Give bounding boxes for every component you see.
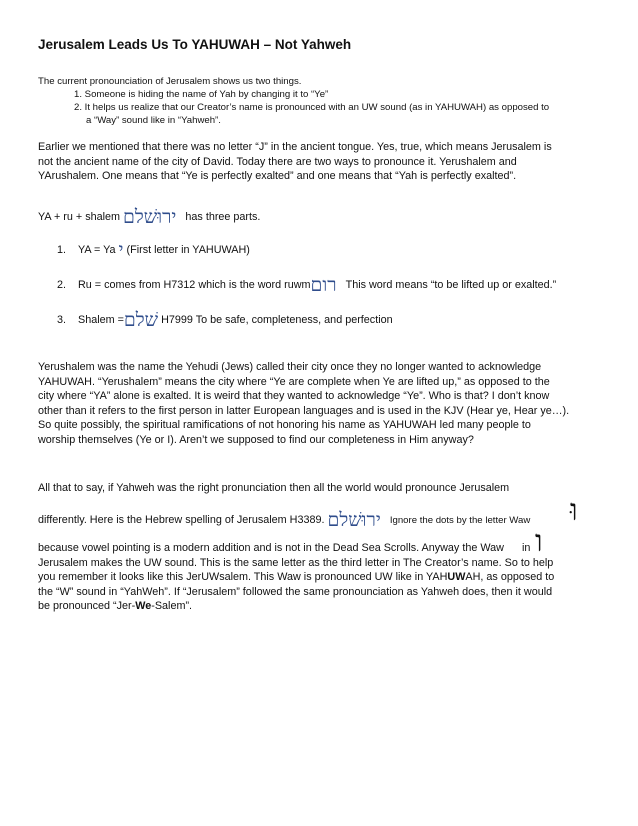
para3-text: Ignore the dots by the letter Waw [389,515,531,526]
paragraph-2 [38,360,604,447]
part-3 [38,311,604,330]
intro-lead: The current pronounciation of Jerusalem shows us two things. [38,76,302,87]
para3-line [38,541,604,556]
part-number: 1. [56,244,66,256]
para3-text: because vowel pointing is a modern addition and is not in the Dead Sea Scrolls. Anyway the Waw [38,542,504,554]
parts-tail: has three parts. [185,211,261,223]
para3-text: you remember it looks like this JerUWsalem. This Waw is pronounced UW like in YAH [38,571,448,583]
intro-item-2-line-2: a “Way” sound like in “Yahweh”. [86,115,221,126]
para3-text: differently. Here is the Hebrew spelling of Jerusalem H3389. [38,514,325,526]
hebrew-ruwm: רום [310,274,337,296]
parts-heading [38,208,604,227]
para1-line: YArushalem. One means that “Ye is perfectly exalted” and one means that “Yah is perfectly exalted”. [38,170,517,182]
hebrew-waw: ו [535,524,543,559]
para3-text: be pronounced “Jer- [38,600,136,612]
hebrew-waw-with-dot: וּ [570,493,578,528]
para3-text: AH, as opposed to [465,571,555,583]
parts-lead: YA + ru + shalem [38,211,121,223]
hebrew-jerusalem-h3389: ירוּשׁלם [327,509,381,531]
part-2 [38,276,604,295]
part-text: YA = Ya [78,244,116,256]
para3-line: Jerusalem makes the UW sound. This is the same letter as the third letter in The Creator’s name. So to help [38,556,554,569]
para3-line: the “W” sound in “YahWeh”. If “Jerusalem” followed the same pronounciation as Yahweh does, then it would [38,585,553,598]
hebrew-shalem: שׁלם [123,309,159,331]
para3-line-2 [38,511,604,530]
para3-bold: We [135,600,152,612]
paragraph-1 [38,140,604,184]
para3-line-1: All that to say, if Yahweh was the right pronunciation then all the world would pronounce Jerusalem [38,482,510,494]
para2-line: So quite possibly, the spiritual ramifications of not honoring his name as YAHUWAH led many people to [38,419,531,431]
para3-text: in [521,542,531,554]
part-1 [38,241,604,260]
para2-line: Yerushalem was the name the Yehudi (Jews) called their city once they no longer wanted to acknowledge [38,361,542,373]
part-text: This word means “to be lifted up or exalted.” [345,279,557,291]
part-text: Ru = comes from H7312 which is the word ruwm [78,279,311,291]
para1-line: not the ancient name of the city of David. Today there are two ways to pronounce it. Yerushalem and [38,155,517,168]
para3-bold: UW [447,571,466,583]
document-title: Jerusalem Leads Us To YAHUWAH – Not Yahweh [38,37,352,52]
para3-text: -Salem”. [151,600,193,612]
part-number: 3. [56,314,66,326]
para1-line: Earlier we mentioned that there was no letter “J” in the ancient tongue. Yes, true, which means Jerusalem is [38,141,552,153]
intro-item-2-line-1: 2. It helps us realize that our Creator’s name is pronounced with an UW sound (as in YAHUWAH) as opposed to [74,102,550,113]
para2-line: YAHUWAH. “Yerushalem” means the city where “Ye are complete when Ye are lifted up,” as opposed to the [38,375,550,388]
hebrew-yod: י [118,239,124,261]
para3-line [38,570,604,585]
para2-line: other than it refers to the first person in latter European languages and is used in the KJV (Hear ye, Hear ye…). [38,404,570,417]
para3-line [38,599,604,614]
part-text: H7999 To be safe, completeness, and perfection [161,314,393,326]
intro-item-1: 1. Someone is hiding the name of Yah by changing it to “Ye” [74,89,329,100]
part-number: 2. [56,279,66,291]
part-text: Shalem = [78,314,124,326]
paragraph-3-rest [38,541,604,614]
para2-line: worship themselves (Ye or I). Aren’t we supposed to find our completeness in Him anyway? [38,433,474,446]
hebrew-jerusalem-word: ירוּשׁלם [123,206,177,228]
part-text: (First letter in YAHUWAH) [126,244,250,256]
para2-line: city where “YA” alone is exalted. It is weird that they wanted to acknowledge “Ye”. Who is that? I don’t know [38,390,550,402]
